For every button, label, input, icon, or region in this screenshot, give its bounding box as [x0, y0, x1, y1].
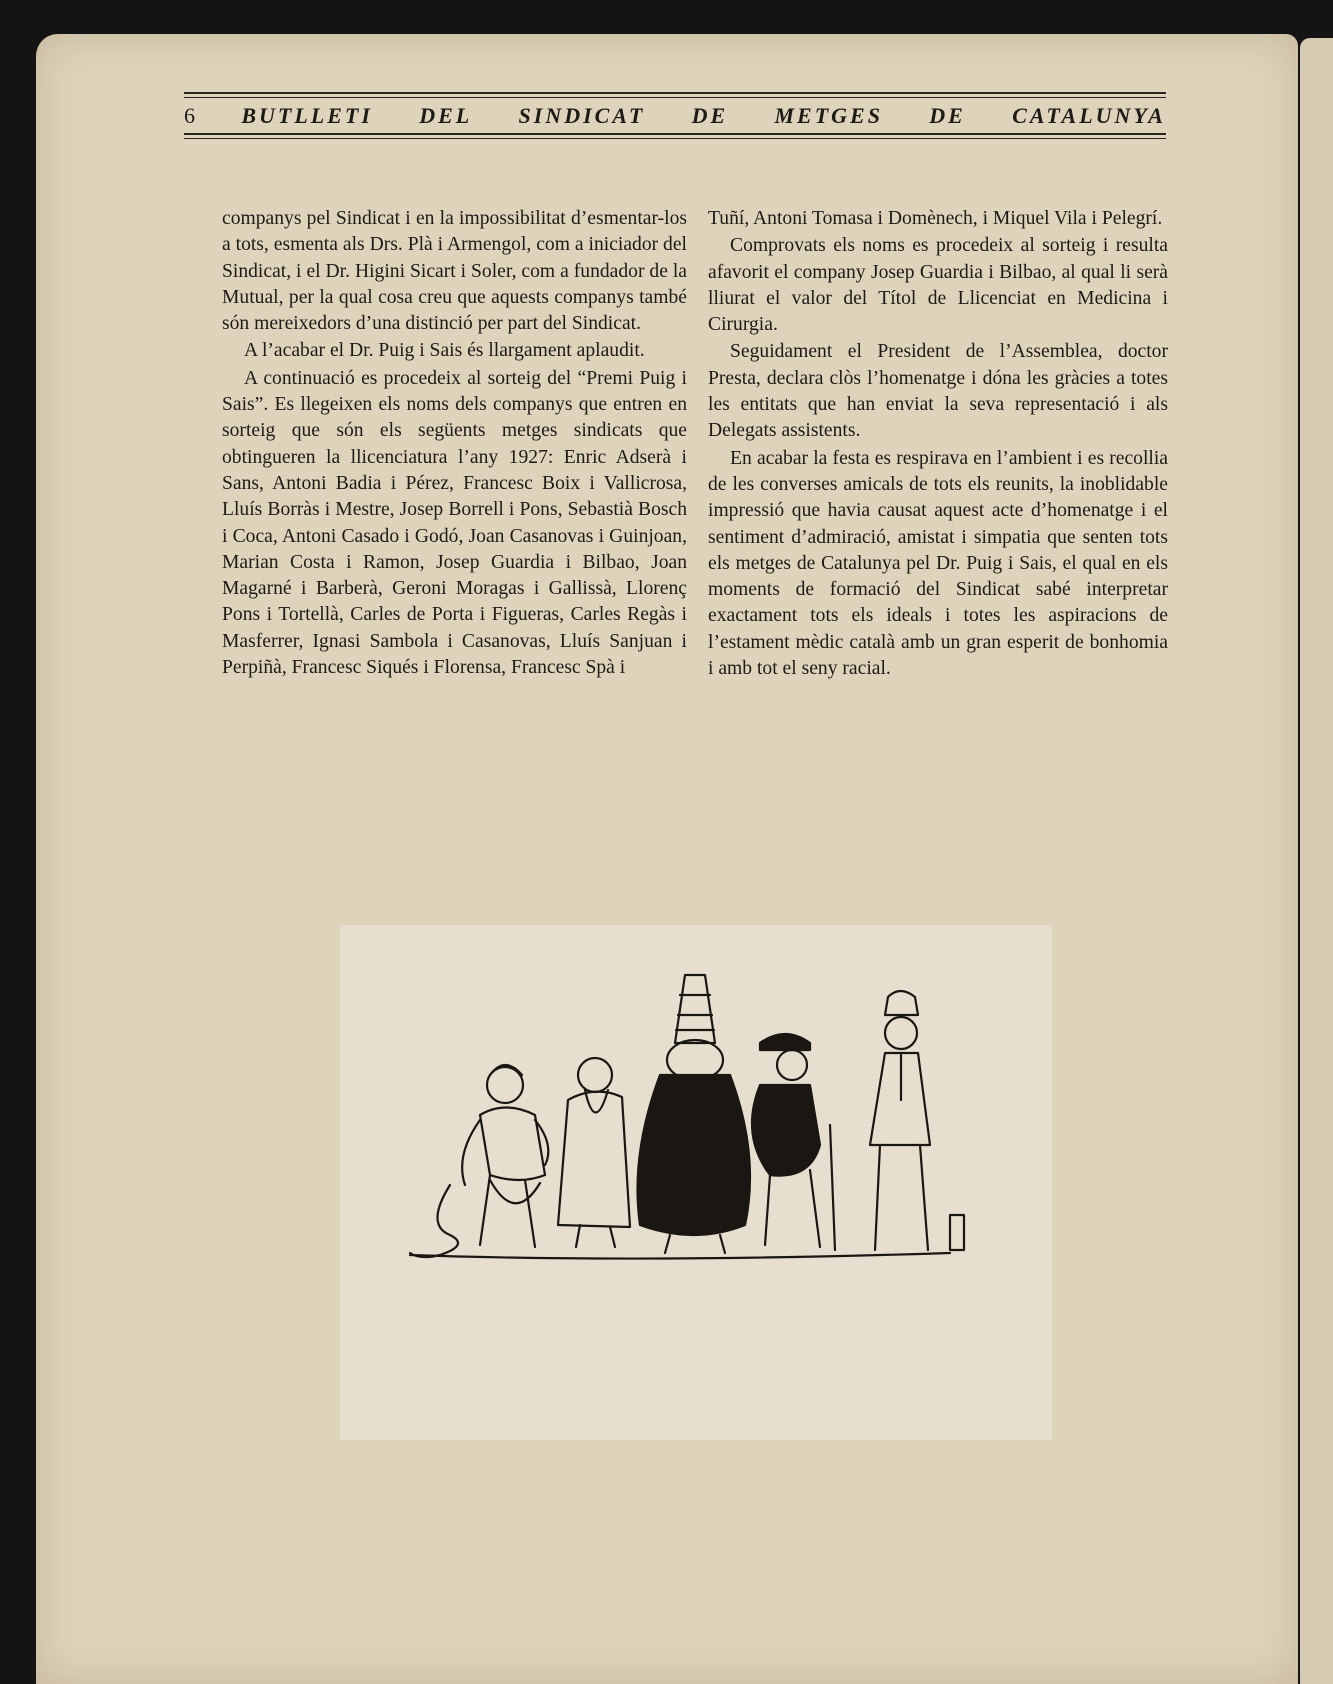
paragraph: Comprovats els noms es procedeix al sorteig i resulta afavorit el company Josep Guardia i Bilbao, al qual li serà lliurat el valor del Títol de Llicenciat en Medicina i Cirurgia.	[708, 235, 1168, 336]
paragraph: A continuació es procedeix al sorteig del “Premi Puig i Sais”. Es llegeixen els noms dels companys que entren en sorteig que són els següents metges sindicats que obtingueren la llicenciatura l’any 1927: Enric Adserà i Sans, Antoni Badia i Pérez, Francesc Boix i Vallicrosa, Lluís Borràs i Mestre, Josep Borrell i Pons, Sebastià Bosch i Coca, Antoni Casado i Godó, Joan Casanovas i Guinjoan, Marian Costa i Ramon, Josep Guardia i Bilbao, Joan Magarné i Barberà, Geroni Moragas i Gallissà, Llorenç Pons i Tortellà, Carles de Porta i Figueras, Carles Regàs i Masferrer, Ignasi Sambola i Casanovas, Lluís Sanjuan i Perpiñà, Francesc Siqués i Florensa, Francesc Spà i	[222, 367, 687, 679]
header-word: BUTLLETI	[241, 103, 373, 128]
caricature-figures-illustration	[340, 925, 1052, 1440]
next-page-edge	[1300, 38, 1333, 1684]
paragraph: Seguidament el President de l’Assemblea, doctor Presta, declara clòs l’homenatge i dóna les gràcies a totes les entitats que han enviat la seva representació i als Delegats assistents.	[708, 341, 1168, 442]
header-word: DE	[929, 103, 966, 128]
paragraph: Tuñí, Antoni Tomasa i Domènech, i Miquel Vila i Pelegrí.	[708, 208, 1163, 229]
header-word: DE	[691, 103, 729, 128]
left-column	[222, 206, 687, 681]
caricature-figures-icon	[340, 925, 1052, 1440]
header-rule	[184, 133, 1166, 135]
header-word: METGES	[774, 103, 883, 128]
header-word: SINDICAT	[518, 103, 646, 128]
paragraph: A l’acabar el Dr. Puig i Sais és llargament aplaudit.	[244, 340, 645, 362]
header-title	[184, 98, 1166, 131]
paragraph: En acabar la festa es respirava en l’ambient i es recollia de les converses amicals de tots els reunits, la inoblidable impressió que havia causat aquest acte d’homenatge i el sentiment d’admiració, amistat i simpatia que senten tots els metges de Catalunya pel Dr. Puig i Sais, el qual en els moments de formació del Sindicat sabé interpretar exactament tots els ideals i totes les aspiracions de l’estament mèdic català amb un gran esperit de bonhomia i amb tot el seny racial.	[708, 447, 1168, 680]
right-column	[708, 206, 1168, 682]
running-header	[184, 92, 1166, 139]
header-word: CATALUNYA	[1012, 103, 1166, 128]
header-rule	[184, 92, 1166, 94]
header-rule	[184, 138, 1166, 139]
paragraph: companys pel Sindicat i en la impossibilitat d’esmentar-los a tots, esmenta als Drs. Plà i Armengol, com a iniciador del Sindicat, i el Dr. Higini Sicart i Soler, com a fundador de la Mutual, per la qual cosa creu que aquests companys també són mereixedors d’una distinció per part del Sindicat.	[222, 208, 687, 335]
page-number: 6	[184, 103, 195, 128]
header-word: DEL	[419, 103, 473, 128]
